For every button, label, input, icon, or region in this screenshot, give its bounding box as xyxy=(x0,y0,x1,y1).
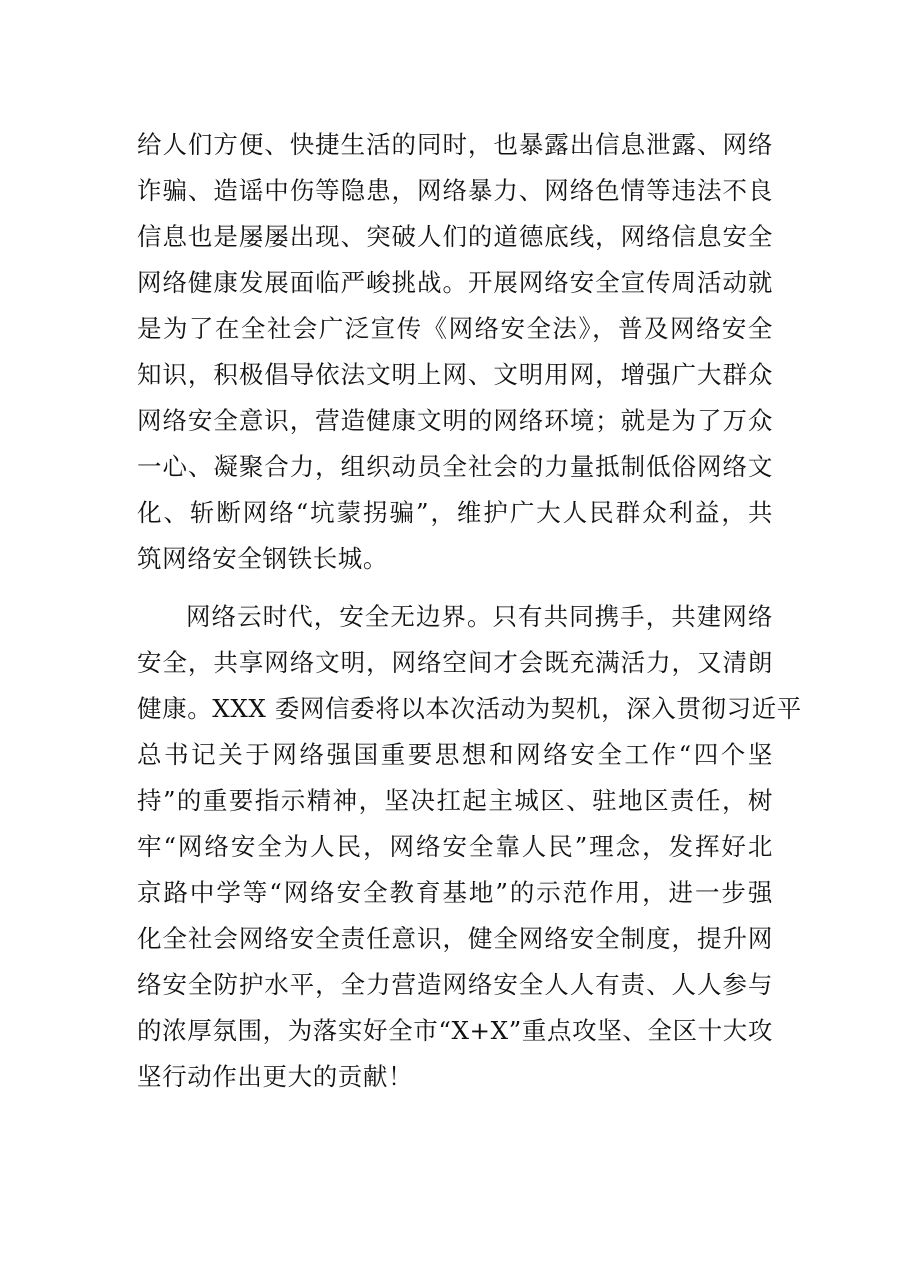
paragraph-1 xyxy=(137,122,773,582)
text-line: 牢“网络安全为人民，网络安全靠人民”理念，发挥好北 xyxy=(137,832,773,861)
text-line: 坚行动作出更大的贡献！ xyxy=(137,1062,414,1091)
text-line: 安全，共享网络文明，网络空间才会既充满活力，又清朗 xyxy=(137,648,773,677)
text-line: 一心、凝聚合力，组织动员全社会的力量抵制低俗网络文 xyxy=(137,452,773,481)
text-line: 化、斩断网络“坑蒙拐骗”，维护广大人民群众利益，共 xyxy=(137,498,773,527)
text-line: 信息也是屡屡出现、突破人们的道德底线，网络信息安全 xyxy=(137,222,773,251)
text-line: 知识，积极倡导依法文明上网、文明用网，增强广大群众 xyxy=(137,360,773,389)
text-line: 的浓厚氛围，为落实好全市“X+X”重点攻坚、全区十大攻 xyxy=(137,1016,773,1045)
document-body xyxy=(137,122,802,1100)
text-line: 筑网络安全钢铁长城。 xyxy=(137,544,388,573)
text-line: 总书记关于网络强国重要思想和网络安全工作“四个坚 xyxy=(137,740,773,769)
text-line: 网络健康发展面临严峻挑战。开展网络安全宣传周活动就 xyxy=(137,268,773,297)
text-line: 给人们方便、快捷生活的同时，也暴露出信息泄露、网络 xyxy=(137,130,773,159)
text-line: 网络云时代，安全无边界。只有共同携手，共建网络 xyxy=(186,602,773,631)
paragraph-2 xyxy=(137,594,802,1100)
text-line: 诈骗、造谣中伤等隐患，网络暴力、网络色情等违法不良 xyxy=(137,176,773,205)
text-line: 络安全防护水平，全力营造网络安全人人有责、人人参与 xyxy=(137,970,773,999)
text-line: 京路中学等“网络安全教育基地”的示范作用，进一步强 xyxy=(137,878,773,907)
text-line: 网络安全意识，营造健康文明的网络环境；就是为了万众 xyxy=(137,406,773,435)
text-line: 健康。XXX 委网信委将以本次活动为契机，深入贯彻习近平 xyxy=(137,694,802,723)
text-line: 持”的重要指示精神，坚决扛起主城区、驻地区责任，树 xyxy=(137,786,773,815)
paragraph-spacer xyxy=(137,582,773,594)
text-line: 化全社会网络安全责任意识，健全网络安全制度，提升网 xyxy=(137,924,773,953)
text-line: 是为了在全社会广泛宣传《网络安全法》，普及网络安全 xyxy=(137,314,773,343)
